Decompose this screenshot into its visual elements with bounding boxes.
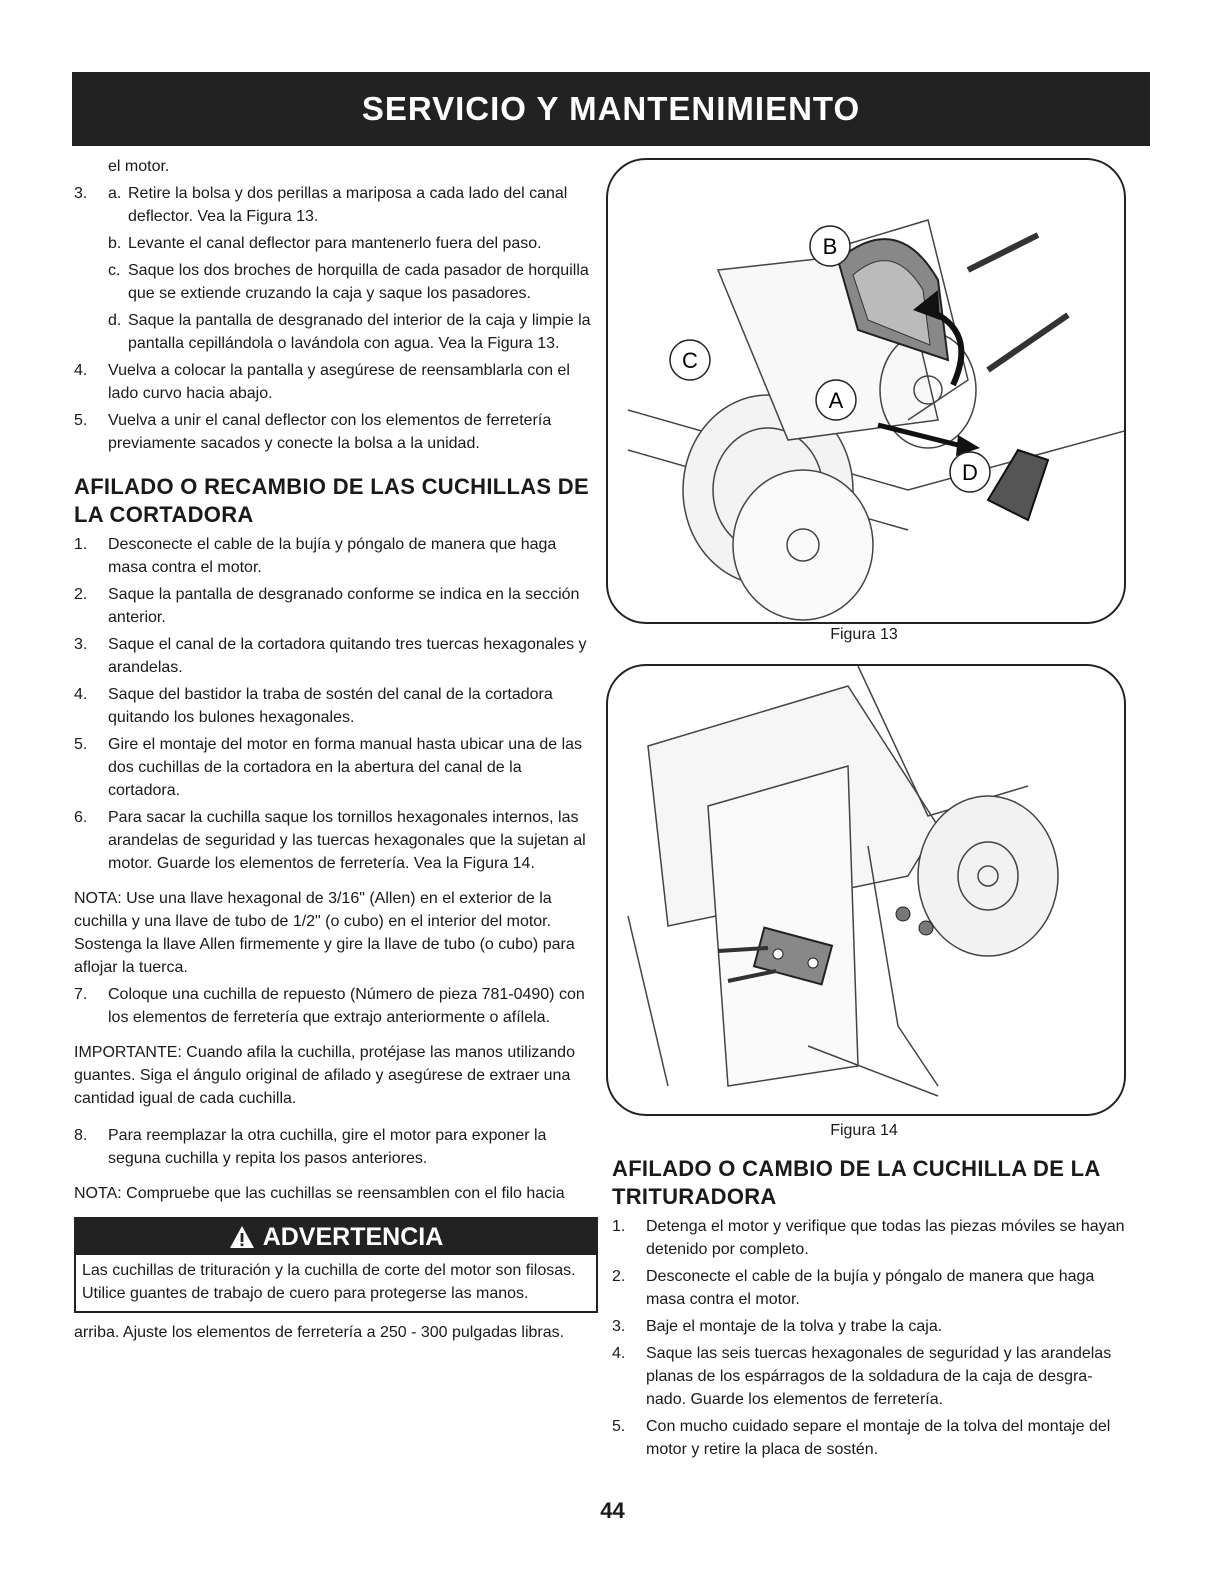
list-item (612, 1265, 1132, 1311)
list-item (74, 683, 594, 729)
page-number: 44 (600, 1498, 625, 1523)
list-item (74, 806, 594, 875)
sub-text: Saque los dos broches de horquilla de cada pasador de horquilla que se extiende cruzando la caja y saque los pasadores. (128, 262, 589, 302)
callout-label: A (828, 388, 844, 413)
note-paragraph: NOTA: Use una llave hexagonal de 3/16" (Allen) en el exterior de la cuchilla y una llave de tubo de 1/2" (o cubo) en el interior del motor. Sostenga la llave Allen firmemente y gire la llave de tubo (o cubo) para aflojar la tuerca. (74, 890, 575, 976)
warning-triangle-icon (229, 1225, 255, 1249)
chipper-blade-illustration (608, 666, 1124, 1114)
callout-label: D (962, 460, 978, 485)
sub-letter: d. (108, 312, 122, 329)
list-item (612, 1415, 1132, 1461)
step-text: Baje el montaje de la tolva y trabe la caja. (646, 1318, 943, 1335)
step-number: 3. (74, 185, 88, 202)
list-item (612, 1215, 1132, 1261)
right-column (612, 1155, 1132, 1465)
step-number: 6. (74, 809, 88, 826)
warning-box (74, 1217, 598, 1313)
important-paragraph: IMPORTANTE: Cuando afila la cuchilla, protéjase las manos utilizando guantes. Siga el ángulo original de afilado y asegúrese de extraer una cantidad igual de cada cuchilla. (74, 1044, 575, 1107)
step-number: 5. (74, 736, 88, 753)
step-text: Vuelva a colocar la pantalla y asegúrese de reensamblarla con el lado curvo hacia abajo. (108, 362, 570, 402)
step-number: 2. (612, 1268, 626, 1285)
figure-13 (606, 158, 1126, 624)
step-number: 5. (612, 1418, 626, 1435)
section-heading: AFILADO O CAMBIO DE LA CUCHILLA DE LA TRITURADORA (612, 1156, 1100, 1209)
sub-item (74, 232, 594, 255)
sub-letter: a. (108, 185, 122, 202)
list-item (74, 533, 594, 579)
list-item (74, 983, 594, 1029)
figure-14 (606, 664, 1126, 1116)
chipper-chute-illustration (608, 160, 1124, 622)
list-item (74, 733, 594, 802)
step-text: Vuelva a unir el canal deflector con los elementos de ferretería previamente sacados y conecte la bolsa a la unidad. (108, 412, 552, 452)
step-number: 1. (74, 536, 88, 553)
list-item (74, 633, 594, 679)
continued-text: arriba. Ajuste los elementos de ferretería a 250 - 300 pulgadas libras. (74, 1324, 565, 1341)
warning-title: ADVERTENCIA (262, 1222, 444, 1251)
step-text: Gire el montaje del motor en forma manual hasta ubicar una de las dos cuchillas de la cortadora en la abertura del canal de la cortadora. (108, 736, 583, 799)
step-text: Coloque una cuchilla de repuesto (Número de pieza 781-0490) con los elementos de ferretería que extrajo anteriormente o afílela. (108, 986, 585, 1026)
list-item (74, 1124, 594, 1170)
step-number: 5. (74, 412, 88, 429)
step-text: Saque del bastidor la traba de sostén del canal de la cortadora quitando los bulones hexagonales. (108, 686, 553, 726)
step-number: 4. (74, 362, 88, 379)
list-item (74, 409, 594, 455)
sub-text: Saque la pantalla de desgranado del interior de la caja y limpie la pantalla cepillándola o lavándola con agua. Vea la Figura 13. (128, 312, 591, 352)
page-title: SERVICIO Y MANTENIMIENTO (361, 90, 861, 127)
step-number: 3. (612, 1318, 626, 1335)
left-column (74, 155, 594, 1344)
list-item (74, 359, 594, 405)
callout-label: B (822, 234, 838, 259)
sub-text: Levante el canal deflector para mantenerlo fuera del paso. (128, 235, 542, 252)
section-banner (72, 72, 1150, 146)
step-text: Para reemplazar la otra cuchilla, gire el motor para exponer la seguna cuchilla y repita los pasos anteriores. (108, 1127, 547, 1167)
list-item (612, 1342, 1132, 1411)
callout-label: C (682, 348, 698, 373)
step-text: Desconecte el cable de la bujía y póngalo de manera que haga masa contra el motor. (646, 1268, 1095, 1308)
list-item (74, 583, 594, 629)
step-number: 7. (74, 986, 88, 1003)
sub-item (74, 309, 594, 355)
step-number: 3. (74, 636, 88, 653)
figure-caption: Figura 14 (830, 1122, 898, 1139)
step-number: 8. (74, 1127, 88, 1144)
sub-item (74, 259, 594, 305)
sub-item (74, 182, 594, 228)
note-paragraph: NOTA: Compruebe que las cuchillas se reensamblen con el filo hacia (74, 1185, 565, 1202)
continued-text: el motor. (108, 158, 170, 175)
step-text: Saque la pantalla de desgranado conforme se indica en la sección anterior. (108, 586, 580, 626)
step-number: 4. (612, 1345, 626, 1362)
figure-caption: Figura 13 (830, 626, 898, 643)
sub-text: Retire la bolsa y dos perillas a mariposa a cada lado del canal deflector. Vea la Figura 13. (128, 185, 568, 225)
step-text: Saque las seis tuercas hexagonales de seguridad y las arandelas planas de los espárragos de la soldadura de la caja de desgra-nado. Guarde los elementos de ferretería. (646, 1345, 1112, 1408)
step-number: 4. (74, 686, 88, 703)
step-text: Para sacar la cuchilla saque los tornillos hexagonales internos, las arandelas de seguridad y las tuercas hexagonales que la sujetan al motor. Guarde los elementos de ferretería. Vea la Figura 14. (108, 809, 586, 872)
step-number: 1. (612, 1218, 626, 1235)
list-item (612, 1315, 1132, 1338)
step-text: Con mucho cuidado separe el montaje de la tolva del montaje del motor y retire la placa de sostén. (646, 1418, 1111, 1458)
step-text: Saque el canal de la cortadora quitando tres tuercas hexagonales y arandelas. (108, 636, 587, 676)
sub-letter: b. (108, 235, 122, 252)
warning-text: Las cuchillas de trituración y la cuchilla de corte del motor son filosas. Utilice guantes de trabajo de cuero para protegerse las manos. (82, 1262, 576, 1302)
step-text: Detenga el motor y verifique que todas las piezas móviles se hayan detenido por completo. (646, 1218, 1125, 1258)
section-heading: AFILADO O RECAMBIO DE LAS CUCHILLAS DE LA CORTADORA (74, 474, 589, 527)
step-text: Desconecte el cable de la bujía y póngalo de manera que haga masa contra el motor. (108, 536, 557, 576)
warning-header (76, 1219, 596, 1255)
step-number: 2. (74, 586, 88, 603)
sub-letter: c. (108, 262, 121, 279)
